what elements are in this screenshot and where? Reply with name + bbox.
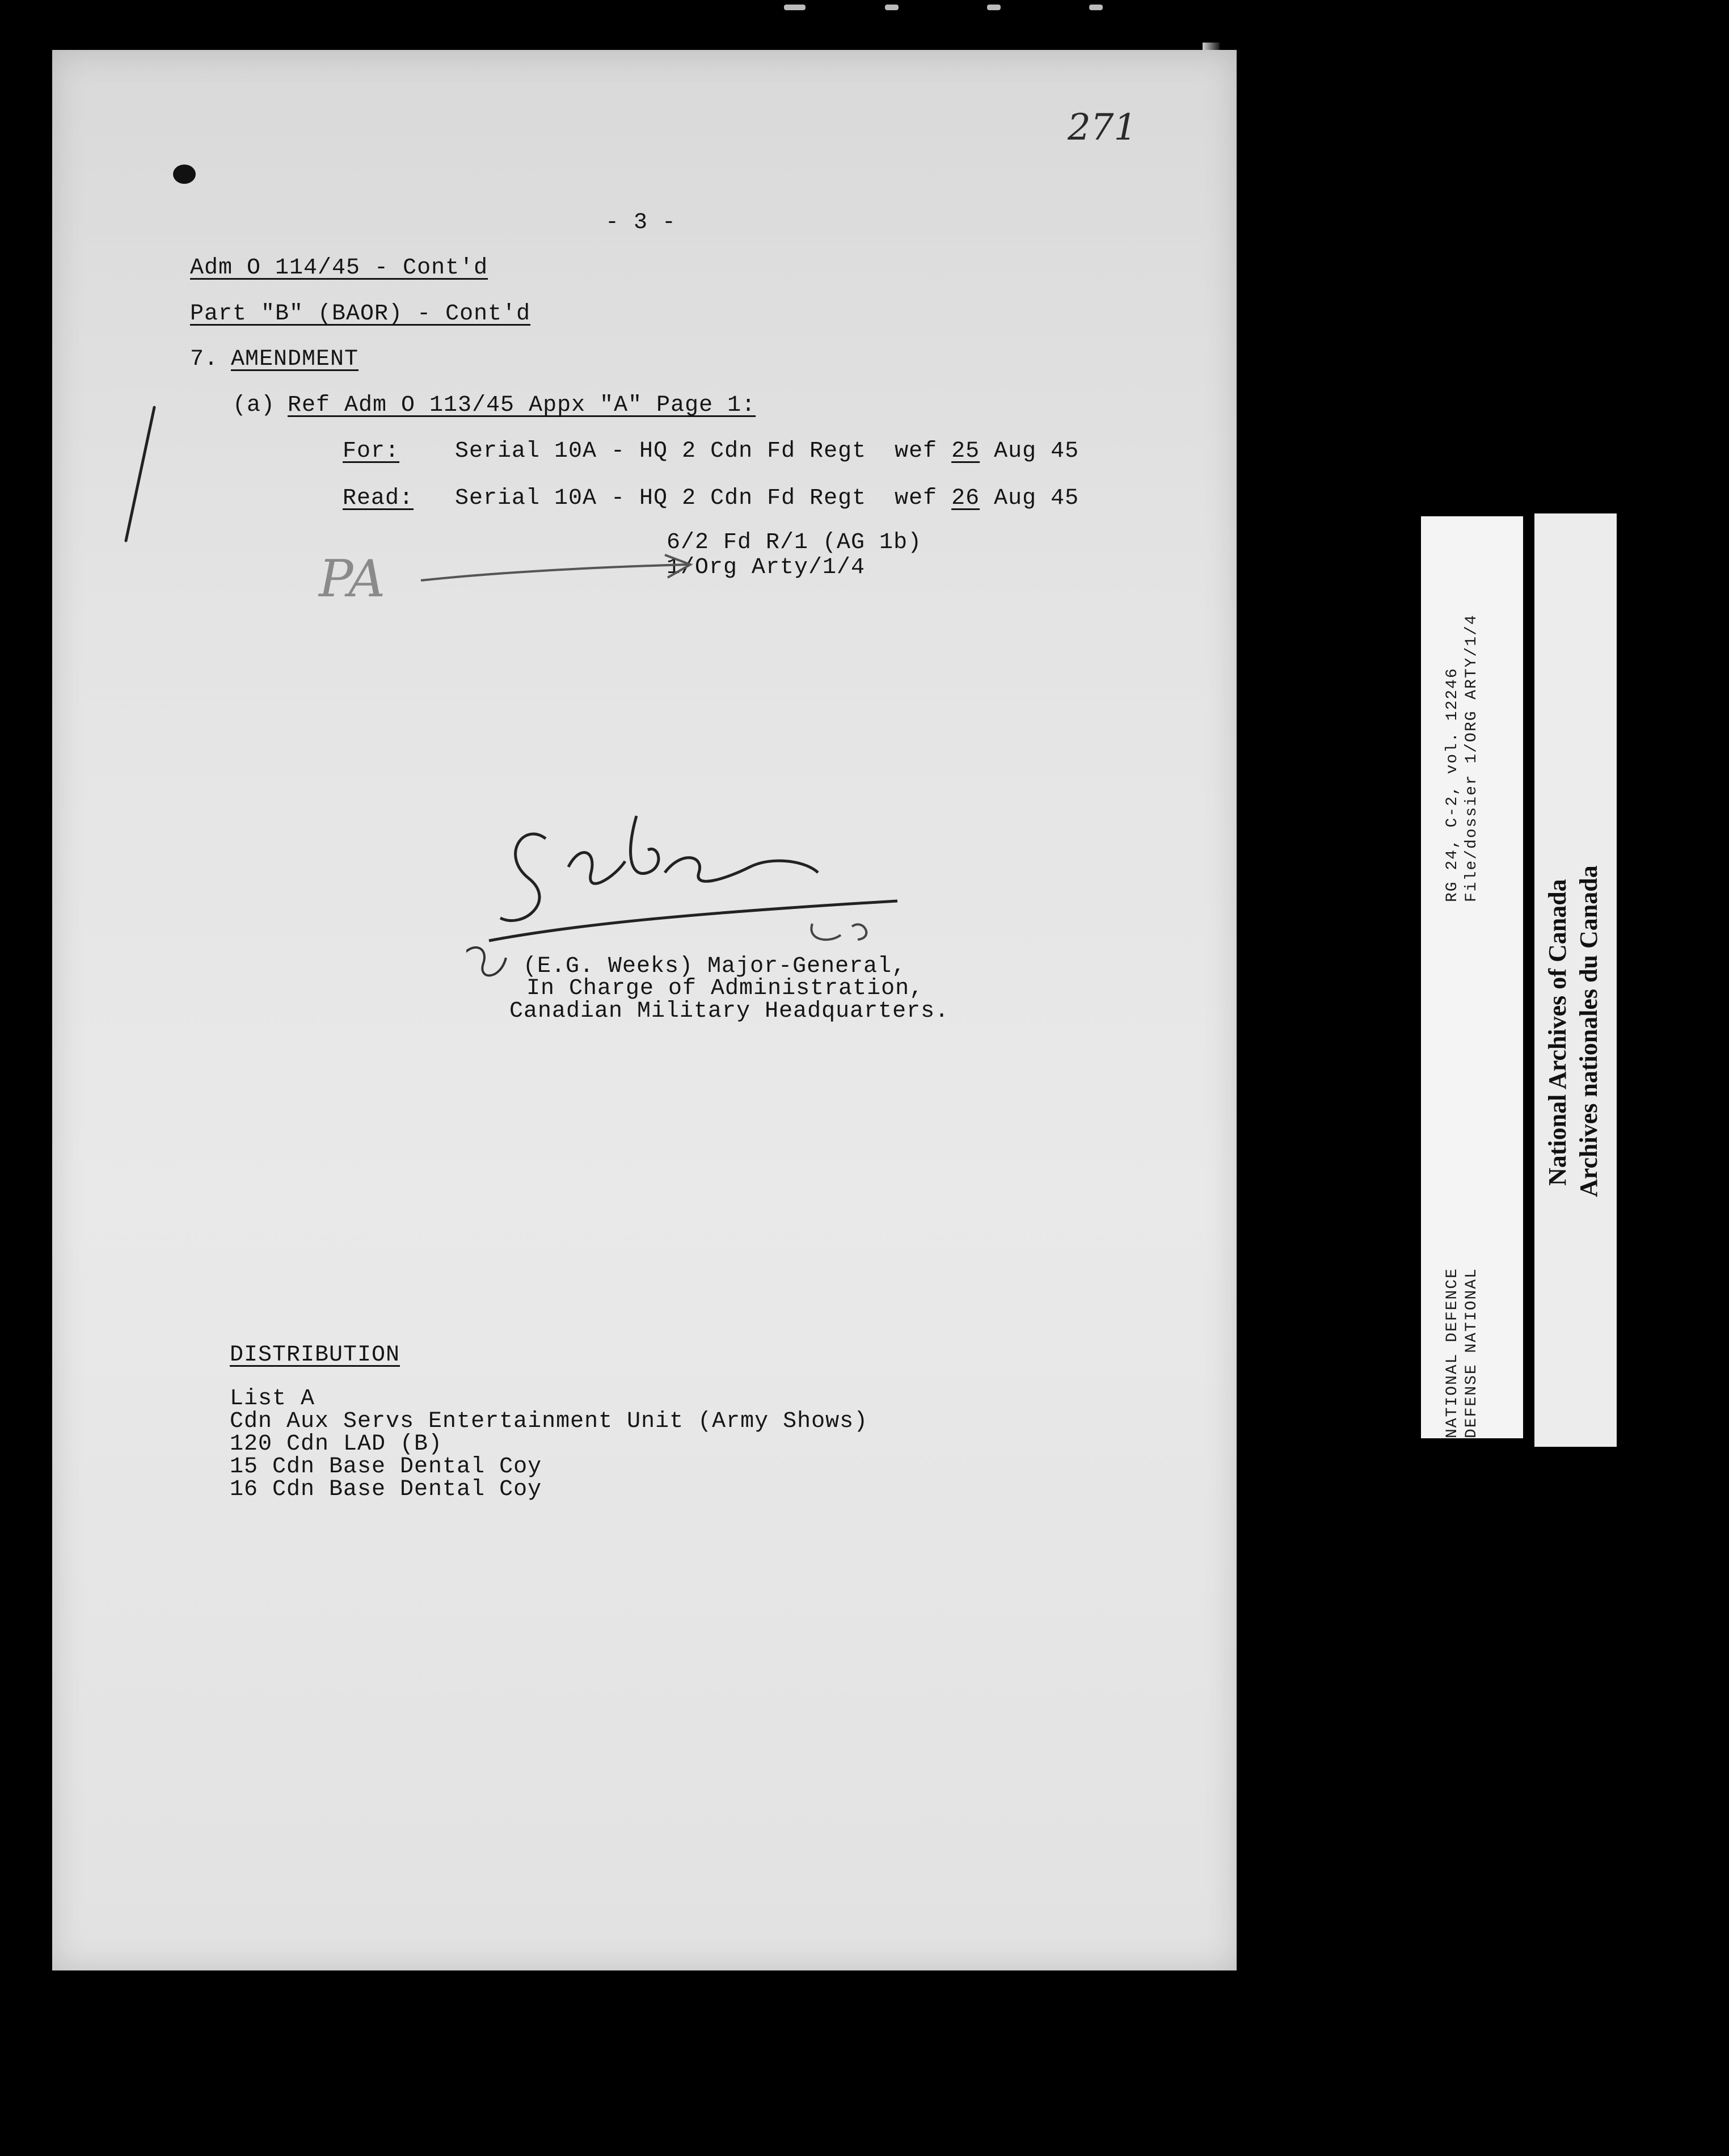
for-line	[455, 439, 1079, 464]
amendment-number: 7.	[190, 347, 219, 372]
archives-name-fr: Archives nationales du Canada	[1575, 865, 1603, 1197]
amendment-heading: AMENDMENT	[231, 347, 359, 372]
read-label: Read:	[343, 486, 414, 511]
for-date-rest: Aug 45	[980, 439, 1079, 464]
document-page	[52, 50, 1237, 1970]
file-reference-2: 1/Org Arty/1/4	[667, 555, 866, 580]
read-date-rest: Aug 45	[980, 486, 1079, 511]
handwritten-page-number: 271	[1068, 107, 1137, 149]
arrow-icon	[415, 552, 699, 592]
distribution-heading: DISTRIBUTION	[230, 1342, 400, 1368]
part-line: Part "B" (BAOR) - Cont'd	[190, 301, 531, 327]
page-marker: - 3 -	[605, 210, 677, 235]
reference-line: Adm O 114/45 - Cont'd	[190, 255, 488, 281]
distribution-item: 16 Cdn Base Dental Coy	[230, 1477, 542, 1502]
margin-note-pa: PA	[319, 549, 386, 609]
read-line	[455, 486, 1079, 511]
archive-reference-strip	[1421, 516, 1523, 1438]
read-date-day: 26	[951, 486, 980, 511]
read-text: Serial 10A - HQ 2 Cdn Fd Regt wef	[455, 486, 952, 511]
signatory-line-3: Canadian Military Headquarters.	[509, 999, 950, 1024]
signatory-name-title: (E.G. Weeks) Major-General,	[523, 954, 906, 979]
sub-item-reference: Ref Adm O 113/45 Appx "A" Page 1:	[288, 393, 756, 418]
rg-reference: RG 24, C-2, vol. 12246	[1444, 667, 1461, 902]
for-date-day: 25	[951, 439, 980, 464]
distribution-item: List A	[230, 1386, 315, 1412]
for-label: For:	[343, 439, 400, 464]
sub-item-label: (a)	[233, 393, 276, 418]
distribution-item: Cdn Aux Servs Entertainment Unit (Army Shows)	[230, 1409, 868, 1434]
punch-hole	[173, 165, 196, 184]
file-reference: File/dossier 1/ORG ARTY/1/4	[1463, 614, 1481, 902]
distribution-item: 120 Cdn LAD (B)	[230, 1431, 443, 1457]
archives-name-en: National Archives of Canada	[1544, 879, 1571, 1186]
archives-label-strip	[1534, 513, 1617, 1447]
department-en: NATIONAL DEFENCE	[1444, 1268, 1461, 1438]
department-fr: DEFENSE NATIONAL	[1463, 1268, 1481, 1438]
distribution-item: 15 Cdn Base Dental Coy	[230, 1454, 542, 1480]
signatory-line-2: In Charge of Administration,	[526, 976, 924, 1001]
for-text: Serial 10A - HQ 2 Cdn Fd Regt wef	[455, 439, 952, 464]
file-reference-1: 6/2 Fd R/1 (AG 1b)	[667, 530, 922, 555]
margin-pen-stroke	[120, 402, 166, 549]
